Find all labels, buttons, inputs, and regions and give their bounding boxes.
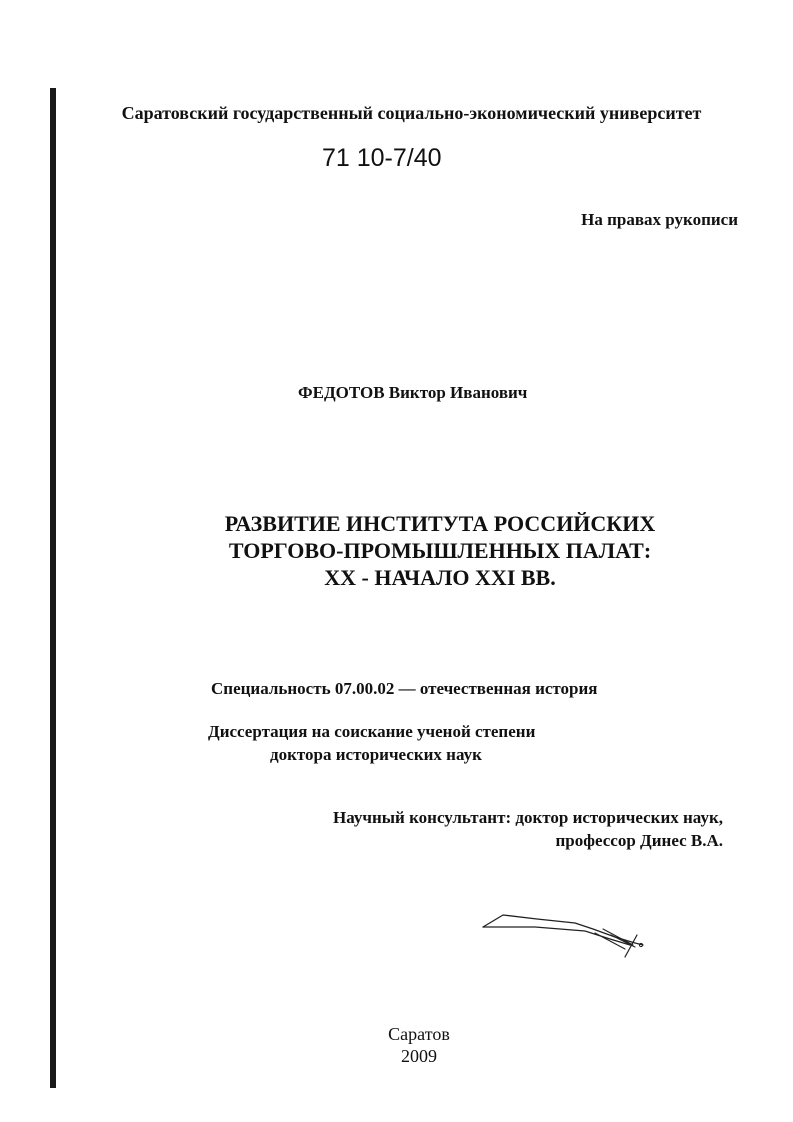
dissertation-title bbox=[150, 510, 730, 591]
catalog-code: 71 10-7/40 bbox=[322, 144, 442, 172]
author-name: ФЕДОТОВ Виктор Иванович bbox=[298, 383, 528, 402]
scientific-consultant-line: Научный консультант: доктор исторических наук, bbox=[333, 808, 723, 827]
university-name: Саратовский государственный социально-экономический университет bbox=[121, 103, 702, 123]
title-line: XX - НАЧАЛО XXI ВВ. bbox=[324, 565, 556, 590]
scan-edge-shadow bbox=[50, 88, 56, 1088]
signature-icon bbox=[475, 905, 650, 965]
degree-statement-line: Диссертация на соискание ученой степени bbox=[208, 722, 536, 741]
specialty: Специальность 07.00.02 — отечественная история bbox=[211, 679, 598, 698]
city: Саратов bbox=[388, 1024, 450, 1044]
manuscript-rights-note: На правах рукописи bbox=[581, 210, 738, 229]
title-line: ТОРГОВО-ПРОМЫШЛЕННЫХ ПАЛАТ: bbox=[228, 538, 652, 563]
degree-statement-line: доктора исторических наук bbox=[270, 745, 482, 764]
year: 2009 bbox=[401, 1046, 437, 1066]
scientific-consultant-line: профессор Динес В.А. bbox=[555, 831, 723, 850]
title-line: РАЗВИТИЕ ИНСТИТУТА РОССИЙСКИХ bbox=[224, 511, 656, 536]
